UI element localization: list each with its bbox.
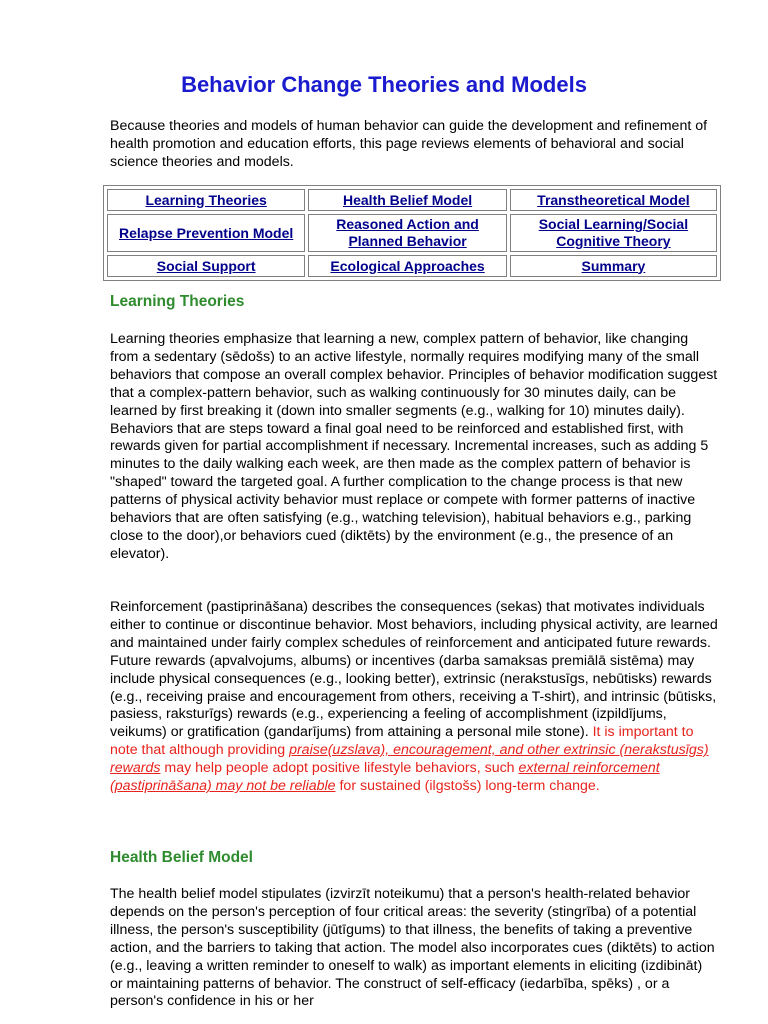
nav-cell	[107, 214, 305, 252]
nav-link-summary[interactable]: Summary	[581, 257, 646, 274]
intro-paragraph: Because theories and models of human behavior can guide the development and refinement of health promotion and education efforts, this page reviews elements of behavioral and social science theories and models.	[110, 118, 708, 170]
extrinsic-rewards-link[interactable]: praise(uzslava), encouragement, and other extrinsic (nerakstusīgs) rewards	[110, 742, 709, 777]
nav-cell	[510, 255, 717, 277]
highlighted-text: It is important to note that although providing	[110, 724, 694, 759]
nav-row	[107, 189, 717, 211]
nav-row	[107, 255, 717, 277]
highlighted-text: may help people adopt positive lifestyle behaviors, such	[160, 760, 519, 777]
paragraph-text: Reinforcement (pastiprināšana) describes the consequences (sekas) that motivates individuals either to continue or discontinue behavior. Most behaviors, including physical activity, are learned and maintained under fairly complex schedules of reinforcement and anticipated future rewards. Future rewards (apvalvojums, albums) or incentives (darba samaksas premiālā sistēma) may include physical consequences (e.g., looking better), extrinsic (nerakstusīgs, nebūtisks) rewards (e.g., receiving praise and encouragement from others, receiving a T-shirt), and intrinsic (būtisks, pasiess, raksturīgs) rewards (e.g., experiencing a feeling of accomplishment (izpildījums, veikums) or gratification (gandarījums) from attaining a personal mile stone).	[110, 599, 718, 741]
nav-cell	[308, 255, 507, 277]
learning-theories-paragraph-1: Learning theories emphasize that learning a new, complex pattern of behavior, like changing from a sedentary (sēdošs) to an active lifestyle, normally requires modifying many of the small behaviors that compose an overall complex behavior. Principles of behavior modification suggest that a complex-pattern behavior, such as walking continuously for 30 minutes daily, can be learned by first breaking it (down into smaller segments (e.g., walking for 10) minutes daily). Behaviors that are steps toward a final goal need to be reinforced and established first, with rewards given for partial accomplishment if necessary. Incremental increases, such as adding 5 minutes to the daily walking each week, are then made as the complex pattern of behavior is "shaped" toward the targeted goal. A further complication to the change process is that new patterns of physical activity behavior must replace or compete with former patterns of inactive behaviors that are often satisfying (e.g., watching television), habitual behaviors e.g., parking close to the door),or behaviors cued (diktēts) by the environment (e.g., the presence of an elevator).	[110, 331, 718, 562]
nav-link-health-belief-model[interactable]: Health Belief Model	[343, 191, 473, 208]
page-title: Behavior Change Theories and Models	[181, 72, 587, 97]
health-belief-paragraph-1: The health belief model stipulates (izvirzīt noteikumu) that a person's health-related behavior depends on the person's perception of four critical areas: the severity (stingrība) of a potential illness, the person's susceptibility (jūtīgums) to that illness, the benefits of taking a preventive action, and the barriers to taking that action. The model also incorporates cues (diktēts) to action (e.g., leaving a written reminder to oneself to walk) as important elements in eliciting (izdibināt) or maintaining patterns of behavior. The construct of self-efficacy (iedarbība, spēks) , or a person's confidence in his or her	[110, 886, 715, 1010]
nav-link-social-support[interactable]: Social Support	[156, 257, 256, 274]
nav-link-ecological-approaches[interactable]: Ecological Approaches	[330, 257, 485, 274]
nav-row	[107, 214, 717, 252]
learning-theories-paragraph-2	[110, 599, 718, 796]
nav-link-reasoned-action[interactable]: Reasoned Action and Planned Behavior	[336, 216, 479, 249]
nav-link-social-learning[interactable]: Social Learning/Social Cognitive Theory	[538, 216, 689, 249]
nav-link-relapse-prevention-model[interactable]: Relapse Prevention Model	[119, 224, 294, 241]
nav-link-learning-theories[interactable]: Learning Theories	[145, 191, 267, 208]
nav-cell	[107, 189, 305, 211]
nav-cell	[308, 214, 507, 252]
section-heading-learning-theories: Learning Theories	[110, 293, 245, 310]
nav-cell	[510, 214, 717, 252]
nav-link-transtheoretical-model[interactable]: Transtheoretical Model	[537, 191, 690, 208]
nav-cell	[107, 255, 305, 277]
highlighted-text: for sustained (ilgstošs) long-term change.	[335, 778, 600, 795]
section-heading-health-belief-model: Health Belief Model	[110, 849, 253, 866]
nav-cell	[308, 189, 507, 211]
topics-nav-table	[103, 185, 721, 281]
external-reinforcement-link[interactable]: external reinforcement (pastiprināšana) may not be reliable	[110, 760, 660, 795]
nav-cell	[510, 189, 717, 211]
